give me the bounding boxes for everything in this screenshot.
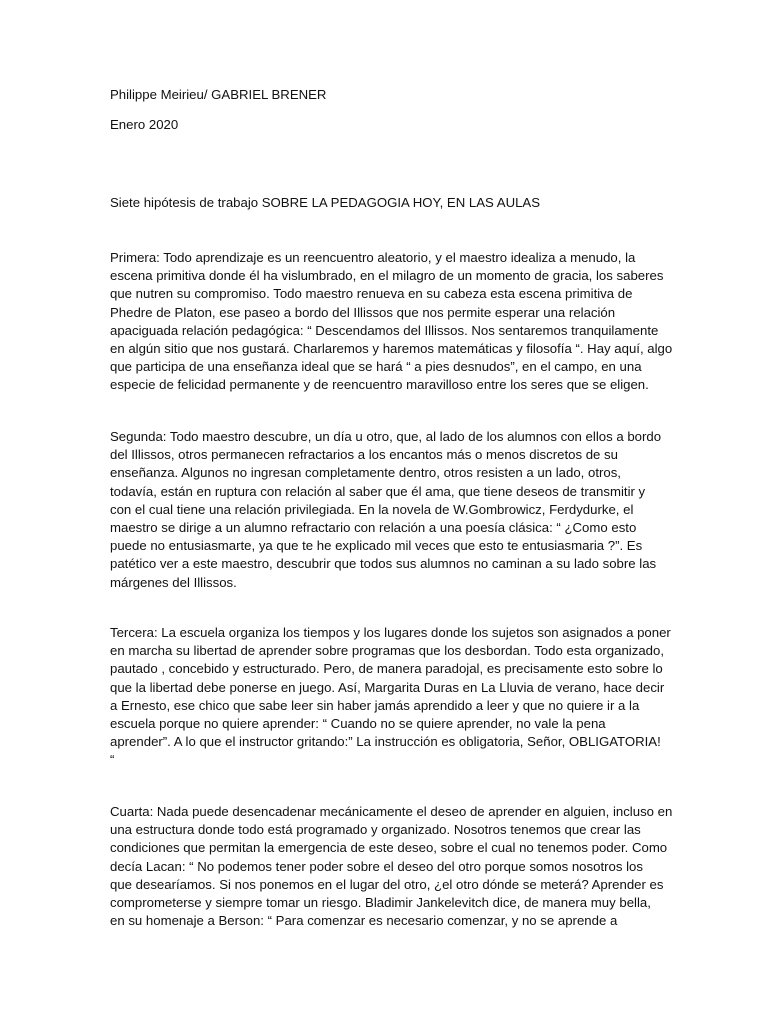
paragraph-line: Cuarta: Nada puede desencadenar mecánicamente el deseo de aprender en alguien, incluso en <box>110 804 673 819</box>
paragraph-tercera <box>110 624 671 770</box>
paragraph-line: maestro se dirige a un alumno refractario con relación a una poesía clásica: “ ¿Como esto <box>110 520 637 536</box>
paragraph-line: comprometerse y siempre tomar un riesgo. Bladimir Jankelevitch dice, de manera muy bella, <box>110 895 651 911</box>
paragraph-line: del Illissos, otros permanecen refractarios a los encantos más o menos discretos de su <box>110 447 618 463</box>
paragraph-line: puede no entusiasmarte, ya que te he explicado mil veces que esto te entusiasmaria ?”. Es <box>110 538 643 554</box>
paragraph-line: Primera: Todo aprendizaje es un reencuentro aleatorio, y el maestro idealiza a menudo, la <box>110 250 636 265</box>
paragraph-line: especie de felicidad permanente y de reencuentro maravilloso entre los seres que se eligen. <box>110 377 649 393</box>
paragraph-line: márgenes del Illissos. <box>110 574 237 590</box>
paragraph-line: que la libertad debe ponerse en juego. Así, Margarita Duras en La Lluvia de verano, hace decir <box>110 679 665 695</box>
paragraph-line: enseñanza. Algunos no ingresan completamente dentro, otros resisten a un lado, otros, <box>110 465 621 481</box>
paragraph-line: Segunda: Todo maestro descubre, un día u otro, que, al lado de los alumnos con ellos a bordo <box>110 429 662 444</box>
paragraph-line: que desearíamos. Si nos ponemos en el lugar del otro, ¿el otro dónde se meterá? Aprender es <box>110 876 664 892</box>
paragraph-line: que participa de una enseñanza ideal que se hará “ a pies desnudos”, en el campo, en una <box>110 359 642 375</box>
paragraph-line: en algún sitio que nos gustará. Charlaremos y haremos matemáticas y filosofía “. Hay aquí, algo <box>110 341 673 357</box>
paragraph-line: en su homenaje a Berson: “ Para comenzar es necesario comenzar, y no se aprende a <box>110 913 618 929</box>
paragraph-cuarta <box>110 803 673 930</box>
paragraph-line: que nutren su compromiso. Todo maestro renueva en su cabeza esta escena primitiva de <box>110 286 633 302</box>
paragraph-primera <box>110 249 673 395</box>
paragraph-line: decía Lacan: “ No podemos tener poder sobre el deseo del otro porque somos nosotros los <box>110 858 643 874</box>
paragraph-line: en marcha su libertad de aprender sobre programas que los desbordan. Todo esta organizado, <box>110 643 664 659</box>
paragraph-line: pautado , concebido y estructurado. Pero, de manera paradojal, es precisamente esto sobre lo <box>110 661 663 677</box>
paragraph-line: apaciguada relación pedagógica: “ Descendamos del Illissos. Nos sentaremos tranquilamente <box>110 322 659 338</box>
paragraph-line: a Ernesto, ese chico que sabe leer sin haber jamás aprendido a leer y que no quiere ir a la <box>110 697 640 713</box>
paragraph-line: “ <box>110 752 115 768</box>
paragraph-line: Tercera: La escuela organiza los tiempos y los lugares donde los sujetos son asignados a poner <box>110 625 671 640</box>
paragraph-line: con el cual tiene una relación privilegiada. En la novela de W.Gombrowicz, Ferdydurke, el <box>110 501 634 517</box>
paragraph-line: una estructura donde todo está programado y organizado. Nosotros tenemos que crear las <box>110 822 641 838</box>
paragraph-line: todavía, están en ruptura con relación al saber que él ama, que tiene deseos de transmitir y <box>110 483 646 499</box>
document-date: Enero 2020 <box>110 117 179 132</box>
paragraph-segunda <box>110 428 662 592</box>
document-title: Siete hipótesis de trabajo SOBRE LA PEDAGOGIA HOY, EN LAS AULAS <box>110 195 541 210</box>
paragraph-line: escena primitiva donde él ha vislumbrado, en el milagro de un momento de gracia, los saberes <box>110 268 664 284</box>
paragraph-line: patético ver a este maestro, descubrir que todos sus alumnos no caminan a su lado sobre las <box>110 556 657 572</box>
paragraph-line: Phedre de Platon, ese paseo a bordo del Illissos que nos permite esperar una relación <box>110 304 616 320</box>
paragraph-line: aprender”. A lo que el instructor gritando:” La instrucción es obligatoria, Señor, OBLIGATORIA! <box>110 734 661 750</box>
paragraph-line: escuela porque no quiere aprender: “ Cuando no se quiere aprender, no vale la pena <box>110 716 606 732</box>
document-authors: Philippe Meirieu/ GABRIEL BRENER <box>110 87 327 102</box>
paragraph-line: condiciones que permitan la emergencia de este deseo, sobre el cual no tenemos poder. Como <box>110 840 668 856</box>
